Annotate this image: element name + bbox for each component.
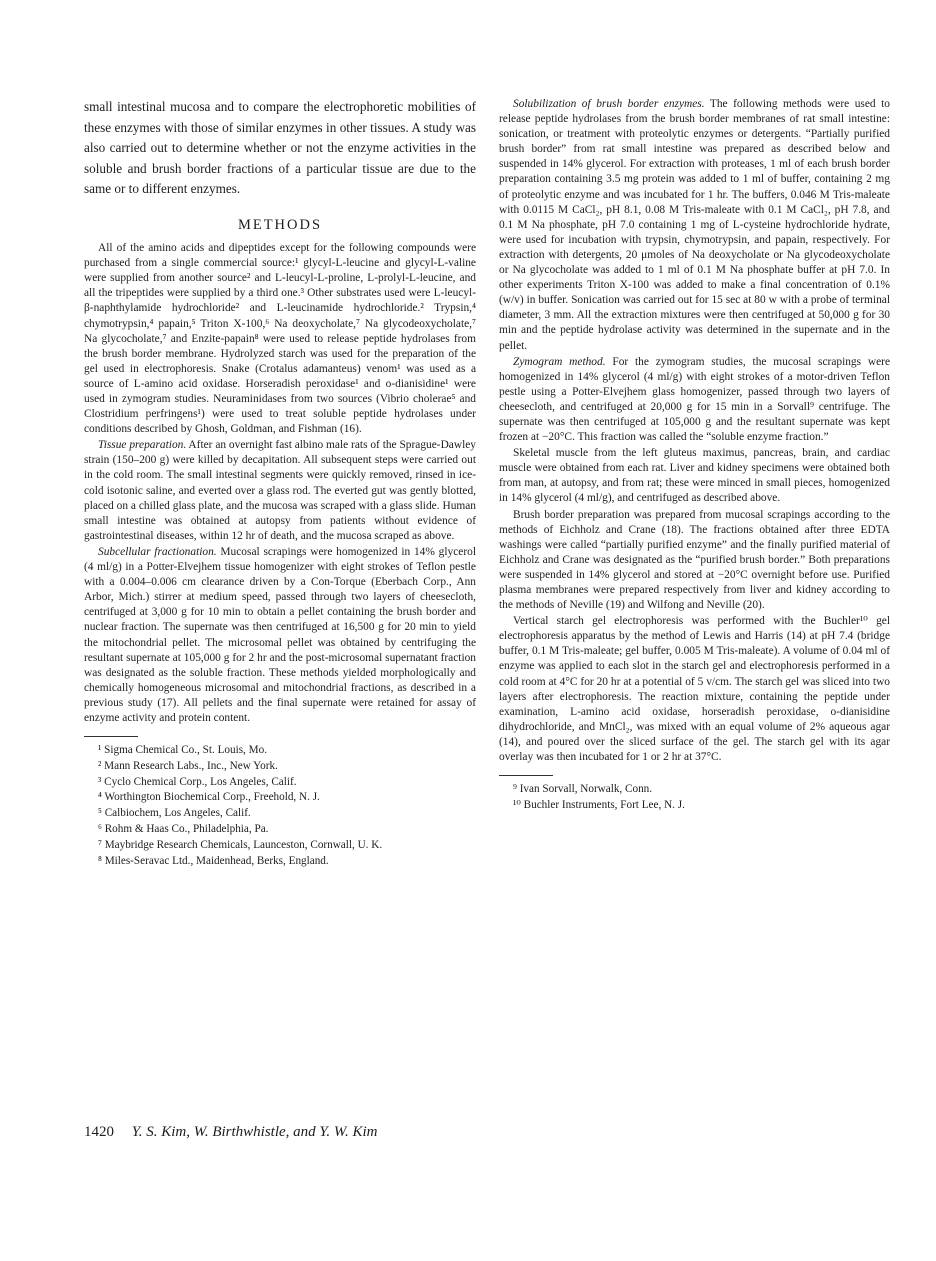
footnote-7: ⁷ Maybridge Research Chemicals, Launceston, Cornwall, U. K. — [98, 838, 383, 851]
brush-border-paragraph: Brush border preparation was prepared from mucosal scrapings according to the methods of Eichholz and Crane (18). The fractions obtained after three EDTA washings were called “partially purified enzyme” and the finally purified material of Eichholz and Crane was designated as the “purified brush border.” Both preparations were suspended in 14% glycerol and stored at −20°C overnight before use. Purified plasma membranes were prepared respectively from liver and kidney according to the methods of Neville (19) and Wilfong and Neville (20). — [499, 508, 890, 612]
footnote-4: ⁴ Worthington Biochemical Corp., Freehold, N. J. — [98, 791, 320, 804]
right-footnotes — [499, 782, 890, 813]
right-column — [499, 97, 890, 813]
subcellular-text: Mucosal scrapings were homogenized in 14% glycerol (4 ml/g) in a Potter-Elvejhem tissue homogenizer with eight strokes of Teflon pestle with a 0.004–0.006 cm clearance driven by a Con-Torque (Eberbach Corp., Ann Arbor, Mich.) stirrer at medium speed, passed through two layers of cheesecloth, centrifuged at 3,000 g for 10 min to obtain a pellet containing the brush border and nuclear fraction. The supernate was then centrifuged at 16,500 g for 20 min to yield the mitochondrial pellet. The microsomal pellet was obtained by centrifuging the resultant supernate at 105,000 g for 2 hr and the post-microsomal supernatant fraction was designated as the soluble fraction. These methods yielded morphologically and chemically homogeneous microsomal and mitochondrial fractions, as described in a previous study (17). All pellets and the final supernate were retained for assay of enzyme activity and protein content. — [84, 545, 476, 724]
subcellular-paragraph — [84, 545, 476, 726]
methods-heading: METHODS — [237, 216, 323, 233]
footnote-3: ³ Cyclo Chemical Corp., Los Angeles, Calif. — [98, 775, 297, 788]
tissue-preparation-text: After an overnight fast albino male rats of the Sprague-Dawley strain (150–200 g) were killed by decapitation. All subsequent steps were carried out in the cold room. The small intestinal segments were quickly removed, rinsed in ice-cold isotonic saline, and everted over a glass rod. The everted gut was gently blotted, placed on a chilled glass plate, and the mucosa was scraped with a glass slide. Human small intestine was obtained at autopsy from patients without evidence of gastrointestinal diseases, within 12 hr of death, and the mucosa scraped as above. — [84, 439, 477, 542]
solubilization-text: The following methods were used to release peptide hydrolases from the brush border membranes of rat small intestine: sonication, or treatment with proteolytic enzymes or detergents. “Partially purified brush border” from rat small intestine was prepared as described below and suspended in 14% glycerol. For extraction with proteases, 1 ml of each brush border preparation containing 3.5 mg protein was added to 1 ml of buffer, containing 2 mg of proteolytic enzyme and was incubated for 1 hr. The buffers, 0.046 M Tris-maleate with 0.0115 M CaCl₂, pH 8.1, 0.08 M Tris-maleate with 0.1 M CaCl₂, pH 7.8, and 0.1 M Na phosphate, pH 7.0 containing 1 mg of L-cysteine hydrochloride hydrate, were used for incubation with trypsin, chymotrypsin, and papain, respectively. For extraction with detergents, 20 μmoles of Na deoxycholate or Na glycodeoxycholate or Na glycocholate was added to 1 ml of 0.1 M Na phosphate buffer at pH 7.0. In other experiments Triton X-100 was added to make a final concentration of 0.1% (w/v) in buffer. Sonication was carried out for 15 sec at 80 w with a probe of terminal diameter, 3 mm. All the extraction mixtures were then centrifuged at 50,000 g for 30 min and the peptide hydrolase activity was determined in the supernate and in the pellet. — [499, 98, 890, 352]
electrophoresis-paragraph: Vertical starch gel electrophoresis was performed with the Buchler¹⁰ gel electrophoresis apparatus by the method of Lewis and Harris (14) at pH 7.4 (bridge buffer, 0.1 M Tris-maleate; gel buffer, 0.005 M Tris-maleate). A volume of 0.04 ml of enzyme was applied to each slot in the starch gel and electrophoresis performed in a cold room at 4°C for 20 hr at a potential of 5 v/cm. The starch gel was sliced into two layers after electrophoresis. The reaction mixture, containing the peptide under examination, L-amino acid oxidase, horseradish peroxidase, o-dianisidine dihydrochloride, and MnCl₂, was mixed with an equal volume of 2% aqueous agar (14), and poured over the sliced surface of the gel. The starch gel with its agar overlay was then incubated for 1 or 2 hr at 37°C. — [499, 615, 890, 764]
zymogram-paragraph — [499, 355, 890, 446]
footnote-9: ⁹ Ivan Sorvall, Norwalk, Conn. — [513, 783, 653, 796]
zymogram-title: Zymogram method. — [513, 355, 606, 368]
footnote-1: ¹ Sigma Chemical Co., St. Louis, Mo. — [98, 744, 267, 757]
footnote-6: ⁶ Rohm & Haas Co., Philadelphia, Pa. — [98, 823, 269, 836]
methods-paragraph: All of the amino acids and dipeptides except for the following compounds were purchased from a single commercial source:¹ glycyl-L-leucine and glycyl-L-valine were supplied from another source² and L-leucyl-L-proline, L-prolyl-L-leucine, and all the tripeptides were supplied by a third one.³ Other substrates used were L-leucyl-β-naphthylamide hydrochloride² and L-leucinamide hydrochloride.² Trypsin,⁴ chymotrypsin,⁴ papain,⁵ Triton X-100,⁶ Na deoxycholate,⁷ Na glycodeoxycholate,⁷ Na glycocholate,⁷ and Enzite-papain⁸ were used to release peptide hydrolases from the brush border membrane. Hydrolyzed starch was used for the preparation of the gel used in electrophoresis. Snake (Crotalus adamanteus) venom¹ was used as a source of L-amino acid oxidase. Horseradish peroxidase¹ and o-dianisidine¹ were used in zymogram studies. Neuraminidases from two sources (Vibrio cholerae⁵ and Clostridium perfringens¹) were used to treat soluble peptide hydrolases under conditions described by Ghosh, Goldman, and Fishman (16). — [84, 242, 476, 436]
footnote-10: ¹⁰ Buchler Instruments, Fort Lee, N. J. — [513, 798, 685, 811]
subcellular-title: Subcellular fractionation. — [98, 545, 217, 558]
left-footnotes — [84, 743, 476, 868]
solubilization-title: Solubilization of brush border enzymes. — [513, 98, 705, 110]
tissue-preparation-title: Tissue preparation. — [98, 439, 187, 452]
footnote-rule-right — [499, 775, 553, 776]
footnote-8: ⁸ Miles-Seravac Ltd., Maidenhead, Berks, England. — [98, 854, 329, 867]
zymogram-text: For the zymogram studies, the mucosal scrapings were homogenized in 14% glycerol (4 ml/g) with eight strokes of a motor-driven Teflon pestle using a Potter-Elvejhem glass homogenizer, passed through two layers of cheesecloth, and centrifuged at 20,000 g for 15 min in a Sorvall⁹ centrifuge. The supernate was then centrifuged at 105,000 g and the resultant supernate was kept frozen at −20°C. This fraction was called the “soluble enzyme fraction.” — [499, 355, 891, 444]
left-column — [84, 97, 476, 868]
author-line: Y. S. Kim, W. Birthwhistle, and Y. W. Kim — [131, 1124, 378, 1140]
solubilization-paragraph — [499, 97, 890, 354]
footnote-5: ⁵ Calbiochem, Los Angeles, Calif. — [98, 807, 251, 820]
skeletal-paragraph: Skeletal muscle from the left gluteus maximus, pancreas, brain, and cardiac muscle were obtained from each rat. Liver and kidney specimens were obtained both from man, at autopsy, and from rat; these were minced in small pieces, homogenized in 14% glycerol (4 ml/g), and centrifuged as described above. — [499, 447, 890, 505]
page-number: 1420 — [84, 1124, 114, 1140]
page-footer — [84, 1124, 378, 1141]
footnote-rule — [84, 736, 138, 737]
intro-paragraph: small intestinal mucosa and to compare the electrophoretic mobilities of these enzymes with those of similar enzymes in other tissues. A study was also carried out to determine whether or not the enzyme activities in the soluble and brush border fractions of a particular tissue are due to the same or to different enzymes. — [84, 99, 476, 197]
footnote-2: ² Mann Research Labs., Inc., New York. — [98, 759, 278, 772]
tissue-preparation-paragraph — [84, 438, 476, 544]
